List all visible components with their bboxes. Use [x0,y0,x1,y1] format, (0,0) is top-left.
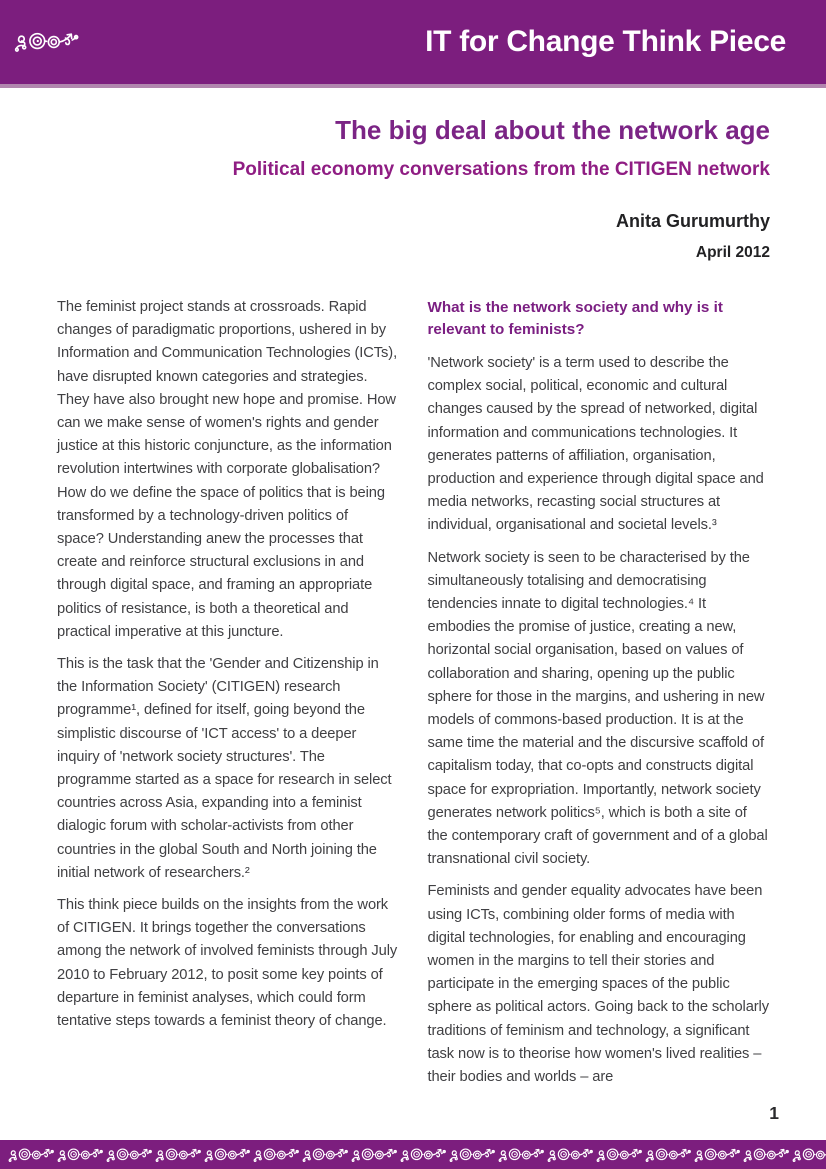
scroll-ornament-icon [14,29,80,55]
header-bar [0,0,826,88]
scroll-ornament-icon [645,1146,692,1164]
scroll-ornament-icon [302,1146,349,1164]
scroll-ornament-icon [498,1146,545,1164]
scroll-ornament-icon [694,1146,741,1164]
scroll-ornament-icon [204,1146,251,1164]
publication-date: April 2012 [695,243,770,261]
footer-bar [0,1140,826,1169]
header-title: IT for Change Think Piece [425,25,786,58]
page-title: The big deal about the network age [335,115,770,145]
scroll-ornament-icon [351,1146,398,1164]
scroll-ornament-icon [792,1146,826,1164]
right-column [428,296,770,1098]
scroll-ornament-icon [547,1146,594,1164]
scroll-ornament-icon [253,1146,300,1164]
paragraph: Network society is seen to be characterised by the simultaneously totalising and democratising tendencies innate to digital technologies.⁴ It embodies the promise of justice, creating a new, horizontal social organisation, based on values of collaboration and sharing, opening up the public sphere for those in the margins, and ushering in new models of commons-based production. It is at the same time the material and the discursive scaffold of capitalism today, that co-opts and constructs digital space for expropriation. Importantly, network society generates network politics⁵, which is both a site of the contemporary craft of government and of a global transnational civil society. [427,549,768,868]
scroll-ornament-icon [743,1146,790,1164]
page-number: 1 [769,1103,779,1123]
section-heading: What is the network society and why is it relevant to feminists? [427,299,723,338]
author-name: Anita Gurumurthy [615,210,770,231]
paragraph: This think piece builds on the insights from the work of CITIGEN. It brings together the conversations among the network of involved feminists through July 2010 to February 2012, to posit some key points of departure in feminist analyses, which could form tentative steps towards a feminist theory of change. [57,897,398,1030]
article-body [57,296,769,1098]
paragraph: The feminist project stands at crossroads. Rapid changes of paradigmatic proportions, ushered in by Information and Communication Technologies (ICTs), have disrupted known categories and strategies. They have also brought new hope and promise. How can we make sense of women's rights and gender justice at this historic conjuncture, as the information revolution intertwines with corporate globalisation? How do we define the space of politics that is being transformed by a technology-driven politics of space? Understanding anew the processes that create and reinforce structural exclusions in and through digital space, and framing an appropriate politics of resistance, is both a theoretical and practical imperative at this juncture. [57,299,398,640]
paragraph: 'Network society' is a term used to describe the complex social, political, economic and cultural changes caused by the spread of networked, digital information and communications technologies. It generates patterns of affiliation, organisation, production and experience through digital space and media networks, recasting social structures at individual, organisational and societal levels.³ [427,355,764,534]
scroll-ornament-icon [57,1146,104,1164]
left-column [57,296,399,1042]
footer-ornament-row [4,1140,826,1169]
paragraph: This is the task that the 'Gender and Citizenship in the Information Society' (CITIGEN) research programme¹, defined for itself, going beyond the simplistic discourse of 'ICT access' to a deeper inquiry of 'network society structures'. The programme started as a space for research in select countries across Asia, expanding into a feminist dialogic forum with scholar-activists from other countries in the global South and North joining the initial network of researchers.² [57,656,392,881]
scroll-ornament-icon [106,1146,153,1164]
scroll-ornament-icon [449,1146,496,1164]
scroll-ornament-icon [155,1146,202,1164]
scroll-ornament-icon [400,1146,447,1164]
paragraph: Feminists and gender equality advocates have been using ICTs, combining older forms of media with digital technologies, for enabling and encouraging women in the margins to tell their stories and participate in the emerging spaces of the public sphere as political actors. Going back to the scholarly traditions of feminism and technology, a significant task now is to theorise how women's lived realities – their bodies and worlds – are [427,883,769,1086]
scroll-ornament-icon [596,1146,643,1164]
page-subtitle: Political economy conversations from the CITIGEN network [232,158,770,180]
scroll-ornament-icon [8,1146,55,1164]
